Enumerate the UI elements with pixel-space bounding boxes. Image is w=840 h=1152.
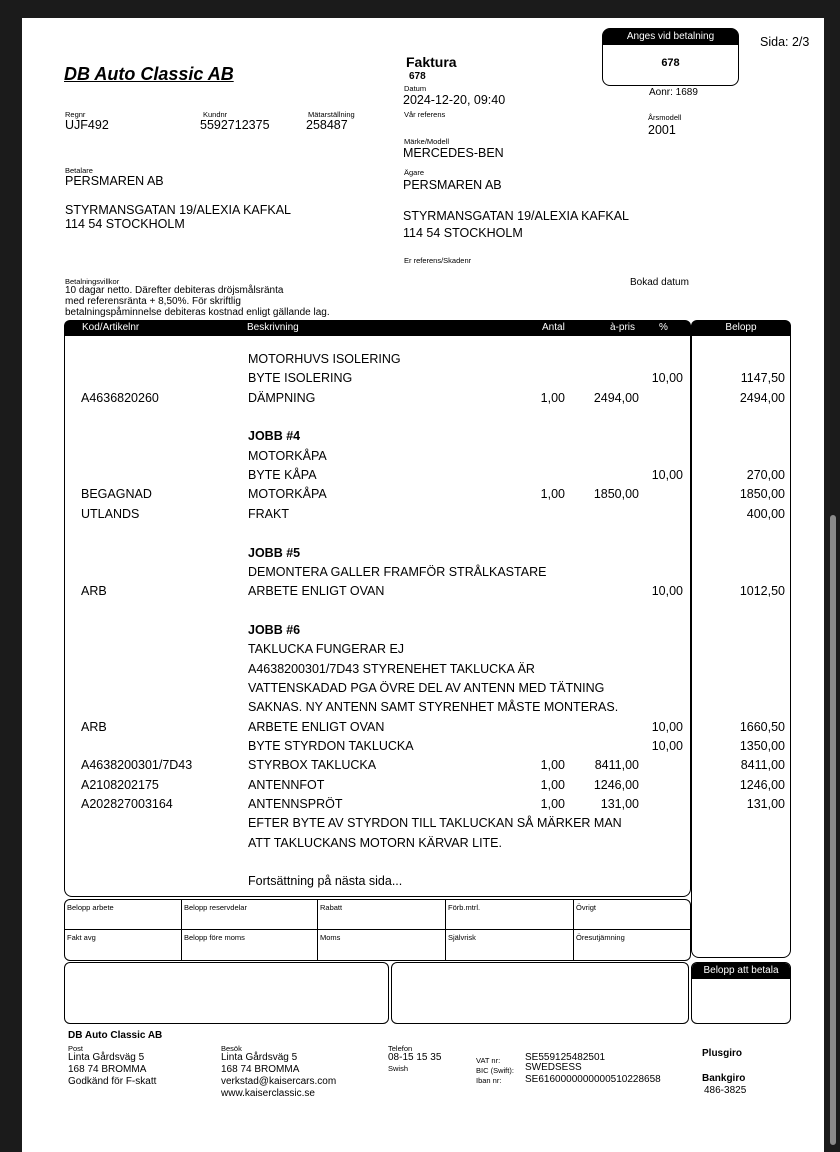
payer-name: PERSMAREN AB bbox=[65, 174, 164, 188]
summary-grid bbox=[64, 899, 691, 961]
summary-invoice-fee: Fakt avg bbox=[67, 933, 96, 942]
footer-vat: SE559125482501 bbox=[525, 1052, 606, 1063]
amount-to-pay-label: Belopp att betala bbox=[692, 963, 790, 979]
meter-label: Mätarställning bbox=[308, 110, 355, 119]
bottom-box-left bbox=[64, 962, 389, 1024]
bottom-box-middle bbox=[391, 962, 689, 1024]
line-amount: 2494,00 bbox=[739, 390, 785, 405]
line-description: DÄMPNING bbox=[248, 390, 316, 405]
line-code: UTLANDS bbox=[81, 506, 140, 521]
line-code: ARB bbox=[81, 584, 107, 599]
amount-to-pay-box bbox=[691, 962, 791, 1024]
line-price: 1850,00 bbox=[593, 487, 639, 502]
line-description: JOBB #4 bbox=[248, 429, 301, 444]
line-price: 131,00 bbox=[600, 797, 639, 812]
summary-consumables: Förb.mtrl. bbox=[448, 903, 481, 912]
line-description: FRAKT bbox=[248, 506, 289, 521]
line-qty: 1,00 bbox=[540, 487, 565, 502]
year-label: Årsmodell bbox=[648, 113, 682, 122]
line-description: BYTE STYRDON TAKLUCKA bbox=[248, 739, 414, 753]
invoice-title: Faktura bbox=[406, 54, 457, 70]
line-amount: 1246,00 bbox=[739, 777, 785, 792]
regnr-label: Regnr bbox=[65, 110, 86, 119]
footer-bankgiro-label: Bankgiro bbox=[702, 1073, 746, 1084]
owner-name: PERSMAREN AB bbox=[403, 178, 502, 192]
terms-label: Betalningsvillkor bbox=[65, 277, 120, 286]
line-description: BYTE KÅPA bbox=[248, 468, 317, 483]
line-amount: 1350,00 bbox=[739, 739, 785, 753]
kundnr-label: Kundnr bbox=[203, 110, 228, 119]
payment-box-title: Anges vid betalning bbox=[603, 29, 738, 45]
payment-reference-box bbox=[602, 28, 739, 86]
footer-visit-1: Linta Gårdsväg 5 bbox=[221, 1052, 298, 1063]
col-code: Kod/Artikelnr bbox=[82, 322, 140, 333]
footer-post-2: 168 74 BROMMA bbox=[68, 1064, 147, 1075]
summary-before-vat: Belopp före moms bbox=[184, 933, 245, 942]
summary-labor: Belopp arbete bbox=[67, 903, 114, 912]
year-value: 2001 bbox=[648, 123, 676, 137]
line-price: 8411,00 bbox=[594, 758, 639, 773]
payer-label: Betalare bbox=[65, 166, 93, 175]
footer-plusgiro-label: Plusgiro bbox=[702, 1048, 743, 1059]
line-code: BEGAGNAD bbox=[81, 487, 152, 502]
make-label: Märke/Modell bbox=[404, 137, 450, 146]
footer-phone: 08-15 15 35 bbox=[388, 1052, 442, 1063]
terms-line-3: betalningspåminnelse debiteras kostnad enligt gällande lag. bbox=[65, 307, 330, 318]
line-description: DEMONTERA GALLER FRAMFÖR STRÅLKASTARE bbox=[248, 564, 547, 579]
aonr: Aonr: 1689 bbox=[649, 87, 698, 98]
line-pct: 10,00 bbox=[651, 584, 683, 599]
footer-bankgiro: 486-3825 bbox=[704, 1085, 747, 1096]
our-ref-label: Vår referens bbox=[404, 110, 446, 119]
line-pct: 10,00 bbox=[651, 719, 683, 734]
line-amount: 8411,00 bbox=[740, 758, 785, 773]
line-qty: 1,00 bbox=[540, 758, 565, 773]
line-code: ARB bbox=[81, 719, 107, 734]
line-qty: 1,00 bbox=[540, 390, 565, 405]
col-qty: Antal bbox=[542, 322, 565, 333]
line-description: JOBB #6 bbox=[248, 622, 301, 637]
regnr-value: UJF492 bbox=[65, 118, 109, 132]
line-description: SAKNAS. NY ANTENN SAMT STYRENHET MÅSTE MONTERAS. bbox=[248, 700, 619, 715]
line-qty: 1,00 bbox=[540, 797, 565, 812]
owner-label: Ägare bbox=[404, 168, 425, 177]
line-code: A4636820260 bbox=[81, 390, 159, 405]
footer-iban: SE6160000000000510228658 bbox=[525, 1074, 661, 1085]
terms-line-2: med referensränta + 8,50%. För skriftlig bbox=[65, 296, 241, 307]
footer-company: DB Auto Classic AB bbox=[68, 1030, 163, 1041]
company-logo: DB Auto Classic AB bbox=[64, 64, 234, 84]
invoice-number: 678 bbox=[409, 71, 426, 82]
kundnr-value: 5592712375 bbox=[200, 118, 270, 132]
footer-bic: SWEDSESS bbox=[525, 1062, 582, 1073]
date-label: Datum bbox=[404, 84, 427, 93]
footer-iban-label: Iban nr: bbox=[476, 1076, 502, 1085]
line-description: ARBETE ENLIGT OVAN bbox=[248, 719, 385, 734]
line-amount: 270,00 bbox=[746, 468, 785, 483]
footer-email[interactable]: verkstad@kaisercars.com bbox=[221, 1076, 337, 1087]
line-description: A4638200301/7D43 STYRENEHET TAKLUCKA ÄR bbox=[248, 661, 535, 676]
amount-box bbox=[691, 336, 791, 958]
col-desc: Beskrivning bbox=[247, 322, 299, 333]
line-description: ANTENNSPRÖT bbox=[248, 797, 343, 812]
date-value: 2024-12-20, 09:40 bbox=[403, 93, 506, 107]
line-qty: 1,00 bbox=[540, 777, 565, 792]
terms-line-1: 10 dagar netto. Därefter debiteras dröjsmålsränta bbox=[65, 285, 284, 296]
line-amount: 1012,50 bbox=[739, 584, 785, 599]
make-value: MERCEDES-BEN bbox=[403, 146, 504, 160]
line-description: EFTER BYTE AV STYRDON TILL TAKLUCKAN SÅ MÄRKER MAN bbox=[248, 816, 622, 831]
line-description: MOTORKÅPA bbox=[248, 487, 327, 502]
line-description: TAKLUCKA FUNGERAR EJ bbox=[248, 642, 405, 657]
invoice-page bbox=[22, 18, 824, 1152]
payer-city: 114 54 STOCKHOLM bbox=[65, 217, 185, 231]
summary-vat: Moms bbox=[320, 933, 341, 942]
col-price: à-pris bbox=[610, 322, 636, 333]
line-amount: 1660,50 bbox=[739, 719, 785, 734]
col-amount: Belopp bbox=[725, 322, 757, 333]
line-amount: 131,00 bbox=[746, 797, 785, 812]
line-price: 1246,00 bbox=[593, 777, 639, 792]
line-description: Fortsättning på nästa sida... bbox=[248, 874, 403, 889]
line-description: MOTORKÅPA bbox=[248, 448, 327, 463]
line-description: JOBB #5 bbox=[248, 545, 301, 560]
line-code: A202827003164 bbox=[81, 797, 173, 812]
meter-value: 258487 bbox=[306, 118, 348, 132]
footer-swish-label: Swish bbox=[388, 1064, 409, 1073]
line-pct: 10,00 bbox=[651, 371, 683, 386]
owner-city: 114 54 STOCKHOLM bbox=[403, 226, 523, 240]
summary-discount: Rabatt bbox=[320, 903, 343, 912]
footer-post-3: Godkänd för F-skatt bbox=[68, 1076, 157, 1087]
footer-visit-label: Besök bbox=[221, 1044, 242, 1053]
summary-rounding: Öresutjämning bbox=[576, 933, 625, 942]
line-description: ATT TAKLUCKANS MOTORN KÄRVAR LITE. bbox=[248, 835, 502, 850]
line-description: BYTE ISOLERING bbox=[248, 371, 353, 386]
owner-street: STYRMANSGATAN 19/ALEXIA KAFKAL bbox=[403, 209, 630, 223]
footer-visit-2: 168 74 BROMMA bbox=[221, 1064, 300, 1075]
footer-post-label: Post bbox=[68, 1044, 84, 1053]
line-amount: 400,00 bbox=[746, 506, 785, 521]
footer-vat-label: VAT nr: bbox=[476, 1056, 501, 1065]
booked-date-label: Bokad datum bbox=[630, 277, 689, 288]
footer-website[interactable]: www.kaiserclassic.se bbox=[221, 1088, 315, 1099]
line-code: A2108202175 bbox=[81, 777, 159, 792]
payer-street: STYRMANSGATAN 19/ALEXIA KAFKAL bbox=[65, 203, 292, 217]
your-ref-label: Er referens/Skadenr bbox=[404, 256, 472, 265]
col-pct: % bbox=[659, 322, 668, 333]
amount-header bbox=[691, 320, 791, 336]
footer-bic-label: BIC (Swift): bbox=[476, 1066, 514, 1075]
line-code: A4638200301/7D43 bbox=[81, 758, 193, 773]
line-description: VATTENSKADAD PGA ÖVRE DEL AV ANTENN MED TÄTNING bbox=[248, 680, 605, 695]
page-number: Sida: 2/3 bbox=[760, 35, 810, 49]
payment-box-value: 678 bbox=[661, 57, 680, 69]
table-header bbox=[64, 320, 691, 336]
footer-post-1: Linta Gårdsväg 5 bbox=[68, 1052, 145, 1063]
summary-deductible: Självrisk bbox=[448, 933, 476, 942]
line-amount: 1147,50 bbox=[740, 371, 785, 386]
lines-box bbox=[64, 336, 691, 897]
line-pct: 10,00 bbox=[651, 739, 683, 753]
line-description: ARBETE ENLIGT OVAN bbox=[248, 584, 385, 599]
footer-phone-label: Telefon bbox=[388, 1044, 413, 1053]
vertical-scrollbar[interactable] bbox=[830, 515, 836, 1145]
summary-other: Övrigt bbox=[576, 903, 597, 912]
line-description: ANTENNFOT bbox=[248, 777, 325, 792]
line-pct: 10,00 bbox=[651, 468, 683, 483]
line-description: MOTORHUVS ISOLERING bbox=[248, 352, 401, 366]
line-amount: 1850,00 bbox=[739, 487, 785, 502]
line-price: 2494,00 bbox=[593, 390, 639, 405]
summary-parts: Belopp reservdelar bbox=[184, 903, 247, 912]
line-description: STYRBOX TAKLUCKA bbox=[248, 758, 377, 773]
